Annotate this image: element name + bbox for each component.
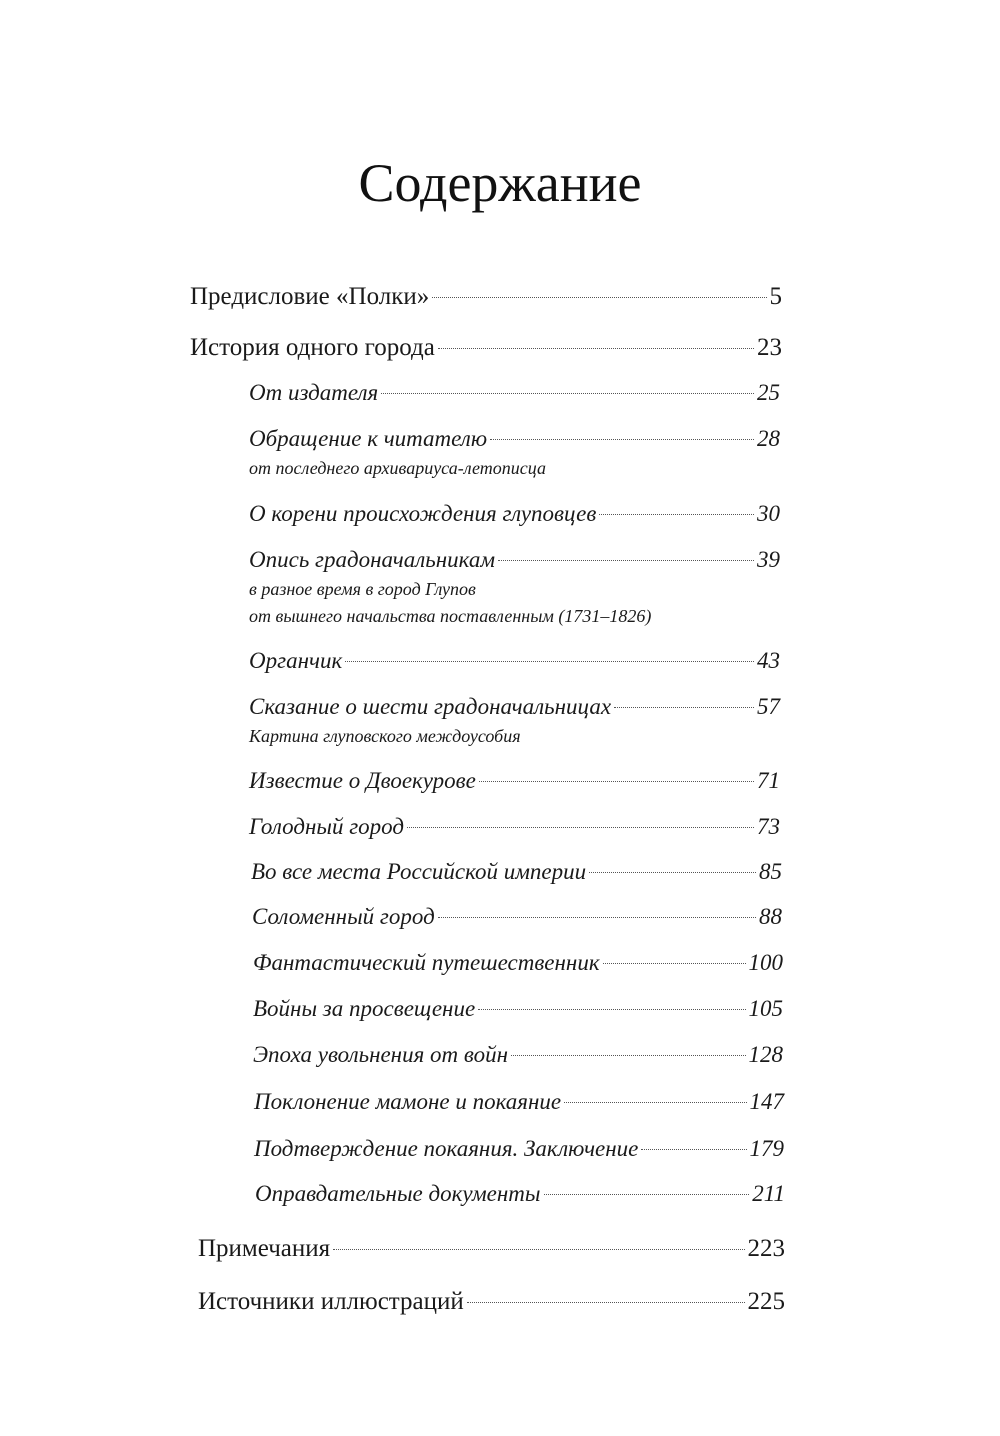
toc-entry[interactable] <box>254 1086 784 1118</box>
toc-entry-page: 73 <box>757 814 780 839</box>
toc-entry-page: 105 <box>748 996 783 1021</box>
toc-entry[interactable] <box>254 1133 784 1165</box>
toc-entry-label: Органчик <box>249 648 343 673</box>
leader-dots <box>381 393 754 394</box>
toc-entry-label: Известие о Двоекурове <box>249 768 476 793</box>
leader-dots <box>438 348 754 349</box>
toc-entry-label: От издателя <box>249 380 379 405</box>
toc-entry-subtitle: от последнего архивариуса-летописца <box>249 458 546 478</box>
toc-entry[interactable] <box>249 691 780 750</box>
toc-entry-page: 25 <box>757 380 780 405</box>
leader-dots <box>564 1102 746 1103</box>
toc-entry-page: 88 <box>759 904 782 929</box>
toc-entry[interactable] <box>249 423 780 482</box>
toc-entry[interactable] <box>253 947 783 979</box>
toc-entry[interactable] <box>253 993 783 1025</box>
toc-entry-page: 179 <box>749 1136 784 1161</box>
toc-entry[interactable] <box>251 856 782 888</box>
leader-dots <box>589 872 756 873</box>
toc-entry[interactable] <box>190 280 782 314</box>
toc-entry-label: Фантастический путешественник <box>253 950 600 975</box>
toc-entry-label: Предисловие «Полки» <box>190 283 430 310</box>
toc-entry-page: 100 <box>748 950 783 975</box>
leader-dots <box>490 439 754 440</box>
toc-entry-page: 43 <box>757 648 780 673</box>
toc-entry-page: 57 <box>757 694 780 719</box>
toc-entry[interactable] <box>198 1285 785 1319</box>
toc-entry-label: Войны за просвещение <box>253 996 476 1021</box>
toc-entry[interactable] <box>249 498 780 530</box>
toc-entry-page: 71 <box>757 768 780 793</box>
toc-entry-subtitle: от вышнего начальства поставленным (1731–1826) <box>249 606 652 626</box>
toc-entry-label: Примечания <box>198 1235 331 1262</box>
toc-entry-page: 147 <box>749 1089 784 1114</box>
leader-dots <box>511 1055 746 1056</box>
leader-dots <box>345 661 754 662</box>
leader-dots <box>498 560 754 561</box>
toc-entry[interactable] <box>249 811 780 843</box>
toc-entry-label: Сказание о шести градоначальницах <box>249 694 612 719</box>
toc-entry-label: Опись градоначальникам <box>249 547 495 572</box>
leader-dots <box>407 827 754 828</box>
toc-entry-label: Источники иллюстраций <box>198 1288 464 1315</box>
page-title: Содержание <box>358 153 642 213</box>
toc-entry[interactable] <box>198 1232 785 1266</box>
leader-dots <box>333 1249 744 1250</box>
leader-dots <box>479 781 754 782</box>
toc-entry[interactable] <box>249 544 780 630</box>
leader-dots <box>432 297 766 298</box>
toc-entry[interactable] <box>249 765 780 797</box>
toc-entry-page: 211 <box>752 1181 785 1206</box>
leader-dots <box>641 1149 746 1150</box>
toc-entry[interactable] <box>255 1178 785 1210</box>
toc-entry-label: Во все места Российской империи <box>251 859 587 884</box>
leader-dots <box>603 963 746 964</box>
toc-entry-page: 5 <box>769 283 782 310</box>
toc-entry-label: Подтверждение покаяния. Заключение <box>254 1136 639 1161</box>
toc-entry[interactable] <box>249 377 780 409</box>
toc-entry[interactable] <box>252 901 782 933</box>
leader-dots <box>478 1009 745 1010</box>
toc-entry[interactable] <box>249 645 780 677</box>
toc-entry[interactable] <box>190 331 782 365</box>
toc-entry-page: 128 <box>748 1042 783 1067</box>
toc-entry-label: Эпоха увольнения от войн <box>253 1042 508 1067</box>
toc-entry-subtitle: Картина глуповского междоусобия <box>249 726 521 746</box>
toc-entry-page: 28 <box>757 426 780 451</box>
toc-entry-subtitle: в разное время в город Глупов <box>249 579 476 599</box>
leader-dots <box>544 1194 750 1195</box>
toc-entry-page: 23 <box>757 334 782 361</box>
toc-entry-label: О корени происхождения глуповцев <box>249 501 597 526</box>
toc-entry-label: Голодный город <box>249 814 405 839</box>
toc-entry-page: 223 <box>747 1235 785 1262</box>
toc-entry-label: Соломенный город <box>252 904 435 929</box>
toc-entry[interactable] <box>253 1039 783 1071</box>
toc-entry-page: 225 <box>747 1288 785 1315</box>
leader-dots <box>438 917 756 918</box>
leader-dots <box>599 514 754 515</box>
toc-entry-page: 85 <box>759 859 782 884</box>
toc-entry-label: Оправдательные документы <box>255 1181 541 1206</box>
leader-dots <box>467 1302 745 1303</box>
toc-entry-label: Обращение к читателю <box>249 426 488 451</box>
toc-entry-page: 30 <box>757 501 780 526</box>
toc-entry-page: 39 <box>757 547 780 572</box>
toc-entry-label: Поклонение мамоне и покаяние <box>254 1089 562 1114</box>
leader-dots <box>614 707 754 708</box>
toc-entry-label: История одного города <box>190 334 435 361</box>
